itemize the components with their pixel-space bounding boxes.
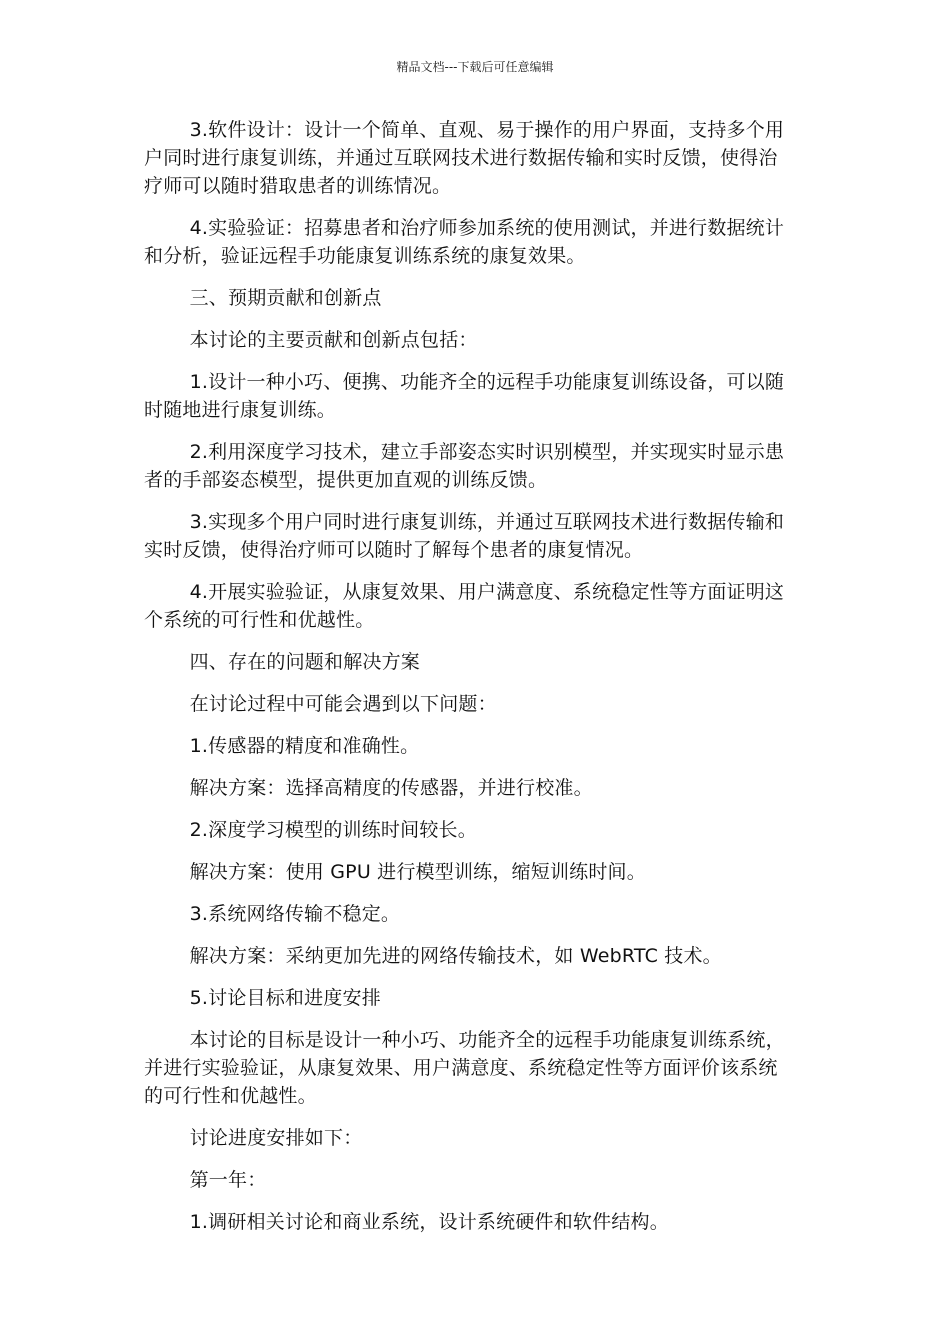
section-heading-contributions: 三、预期贡献和创新点 bbox=[189, 287, 382, 309]
paragraph-first-year-task-1: 1.调研相关讨论和商业系统，设计系统硬件和软件结构。 bbox=[189, 1211, 669, 1233]
paragraph-software-design: 3.软件设计：设计一个简单、直观、易于操作的用户界面，支持多个用户同时进行康复训练，并通过互联网技术进行数据传输和实时反馈，使得治疗师可以随时猎取患者的训练情况。 bbox=[144, 119, 785, 197]
paragraph-first-year: 第一年： bbox=[189, 1169, 267, 1191]
paragraph-contribution-3: 3.实现多个用户同时进行康复训练，并通过互联网技术进行数据传输和实时反馈，使得治疗师可以随时了解每个患者的康复情况。 bbox=[144, 511, 785, 561]
paragraph-solution-2: 解决方案：使用 GPU 进行模型训练，缩短训练时间。 bbox=[189, 861, 646, 883]
section-heading-problems: 四、存在的问题和解决方案 bbox=[189, 651, 420, 673]
document-body bbox=[144, 116, 792, 1250]
paragraph-contribution-2: 2.利用深度学习技术，建立手部姿态实时识别模型，并实现实时显示患者的手部姿态模型，提供更加直观的训练反馈。 bbox=[144, 441, 785, 491]
paragraph-experiment-validation: 4.实验验证：招募患者和治疗师参加系统的使用测试，并进行数据统计和分析，验证远程手功能康复训练系统的康复效果。 bbox=[144, 217, 785, 267]
page-header: 精品文档---下载后可任意编辑 bbox=[396, 60, 554, 74]
paragraph-problem-2: 2.深度学习模型的训练时间较长。 bbox=[189, 819, 477, 841]
paragraph-contribution-1: 1.设计一种小巧、便携、功能齐全的远程手功能康复训练设备，可以随时随地进行康复训练。 bbox=[144, 371, 785, 421]
paragraph-solution-3: 解决方案：采纳更加先进的网络传输技术，如 WebRTC 技术。 bbox=[189, 945, 722, 967]
paragraph-problem-3: 3.系统网络传输不稳定。 bbox=[189, 903, 401, 925]
section-heading-goals: 5.讨论目标和进度安排 bbox=[189, 987, 381, 1009]
paragraph-problem-1: 1.传感器的精度和准确性。 bbox=[189, 735, 420, 757]
paragraph-contribution-4: 4.开展实验验证，从康复效果、用户满意度、系统稳定性等方面证明这个系统的可行性和优越性。 bbox=[144, 581, 785, 631]
paragraph-goals: 本讨论的目标是设计一种小巧、功能齐全的远程手功能康复训练系统，并进行实验验证，从康复效果、用户满意度、系统稳定性等方面评价该系统的可行性和优越性。 bbox=[144, 1029, 785, 1107]
paragraph-schedule-intro: 讨论进度安排如下： bbox=[189, 1127, 363, 1149]
paragraph-contributions-intro: 本讨论的主要贡献和创新点包括： bbox=[189, 329, 478, 351]
paragraph-solution-1: 解决方案：选择高精度的传感器，并进行校准。 bbox=[189, 777, 593, 799]
paragraph-problems-intro: 在讨论过程中可能会遇到以下问题： bbox=[189, 693, 497, 715]
